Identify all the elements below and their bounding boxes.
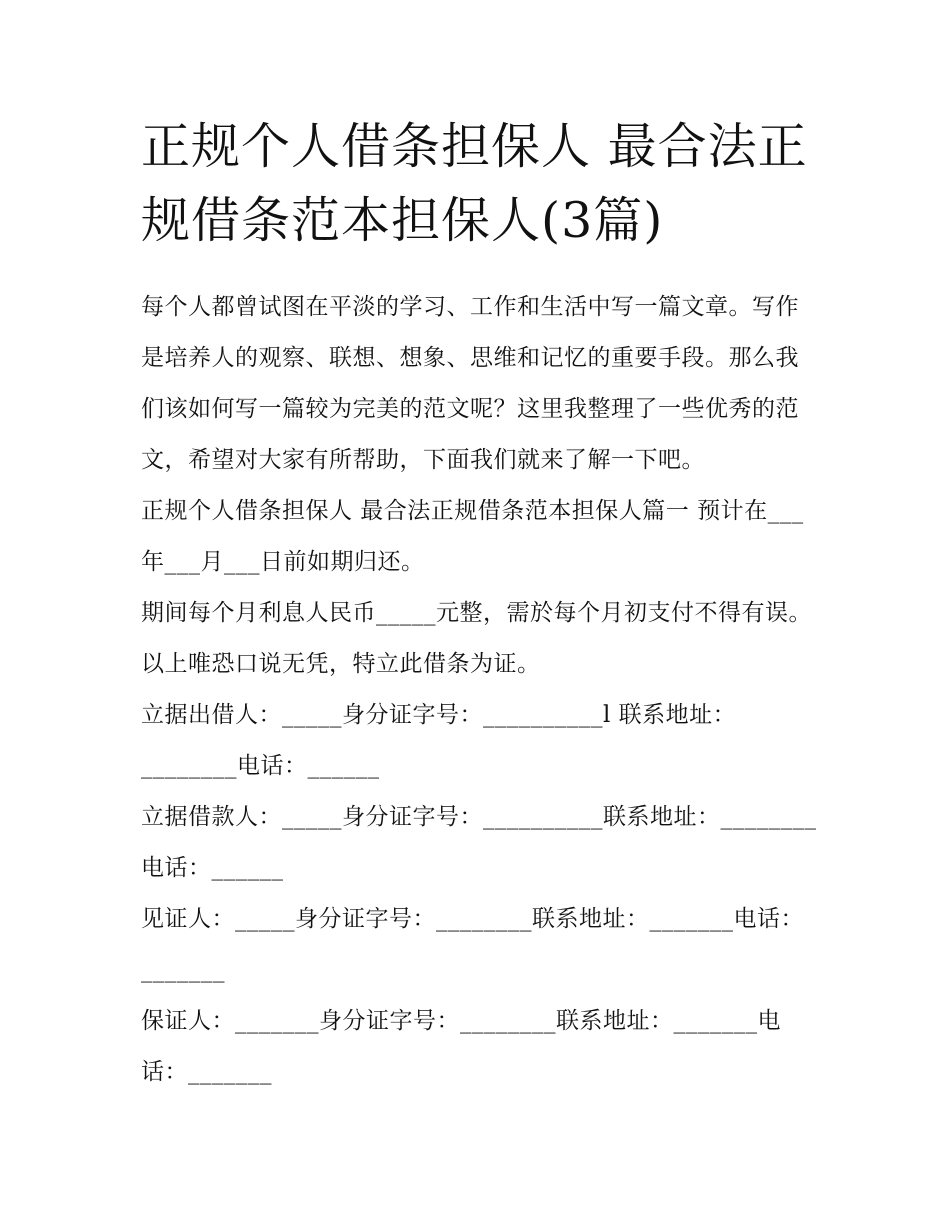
lender-line: 立据出借人：_____身分证字号：__________l 联系地址：________电话：______: [141, 702, 737, 779]
repayment-paragraph: 正规个人借条担保人 最合法正规借条范本担保人篇一 预计在___年___月___日前如期归还。: [141, 498, 804, 575]
interest-paragraph: 期间每个月利息人民币_____元整，需於每个月初支付不得有误。以上唯恐口说无凭，特立此借条为证。: [141, 600, 812, 677]
witness-line: 见证人：_____身分证字号：________联系地址：_______电话：_______: [141, 906, 804, 983]
intro-paragraph: 每个人都曾试图在平淡的学习、工作和生活中写一篇文章。写作是培养人的观察、联想、想象、思维和记忆的重要手段。那么我们该如何写一篇较为完美的范文呢？这里我整理了一些优秀的范文，希望对大家有所帮助，下面我们就来了解一下吧。: [141, 294, 799, 473]
borrower-line: 立据借款人：_____身分证字号：__________联系地址：________电话：______: [141, 804, 817, 881]
document-page: [141, 110, 821, 1098]
document-title: 正规个人借条担保人 最合法正规借条范本担保人(3篇): [141, 118, 808, 249]
guarantor-line: 保证人：_______身分证字号：________联系地址：_______电话：_______: [141, 1008, 781, 1085]
